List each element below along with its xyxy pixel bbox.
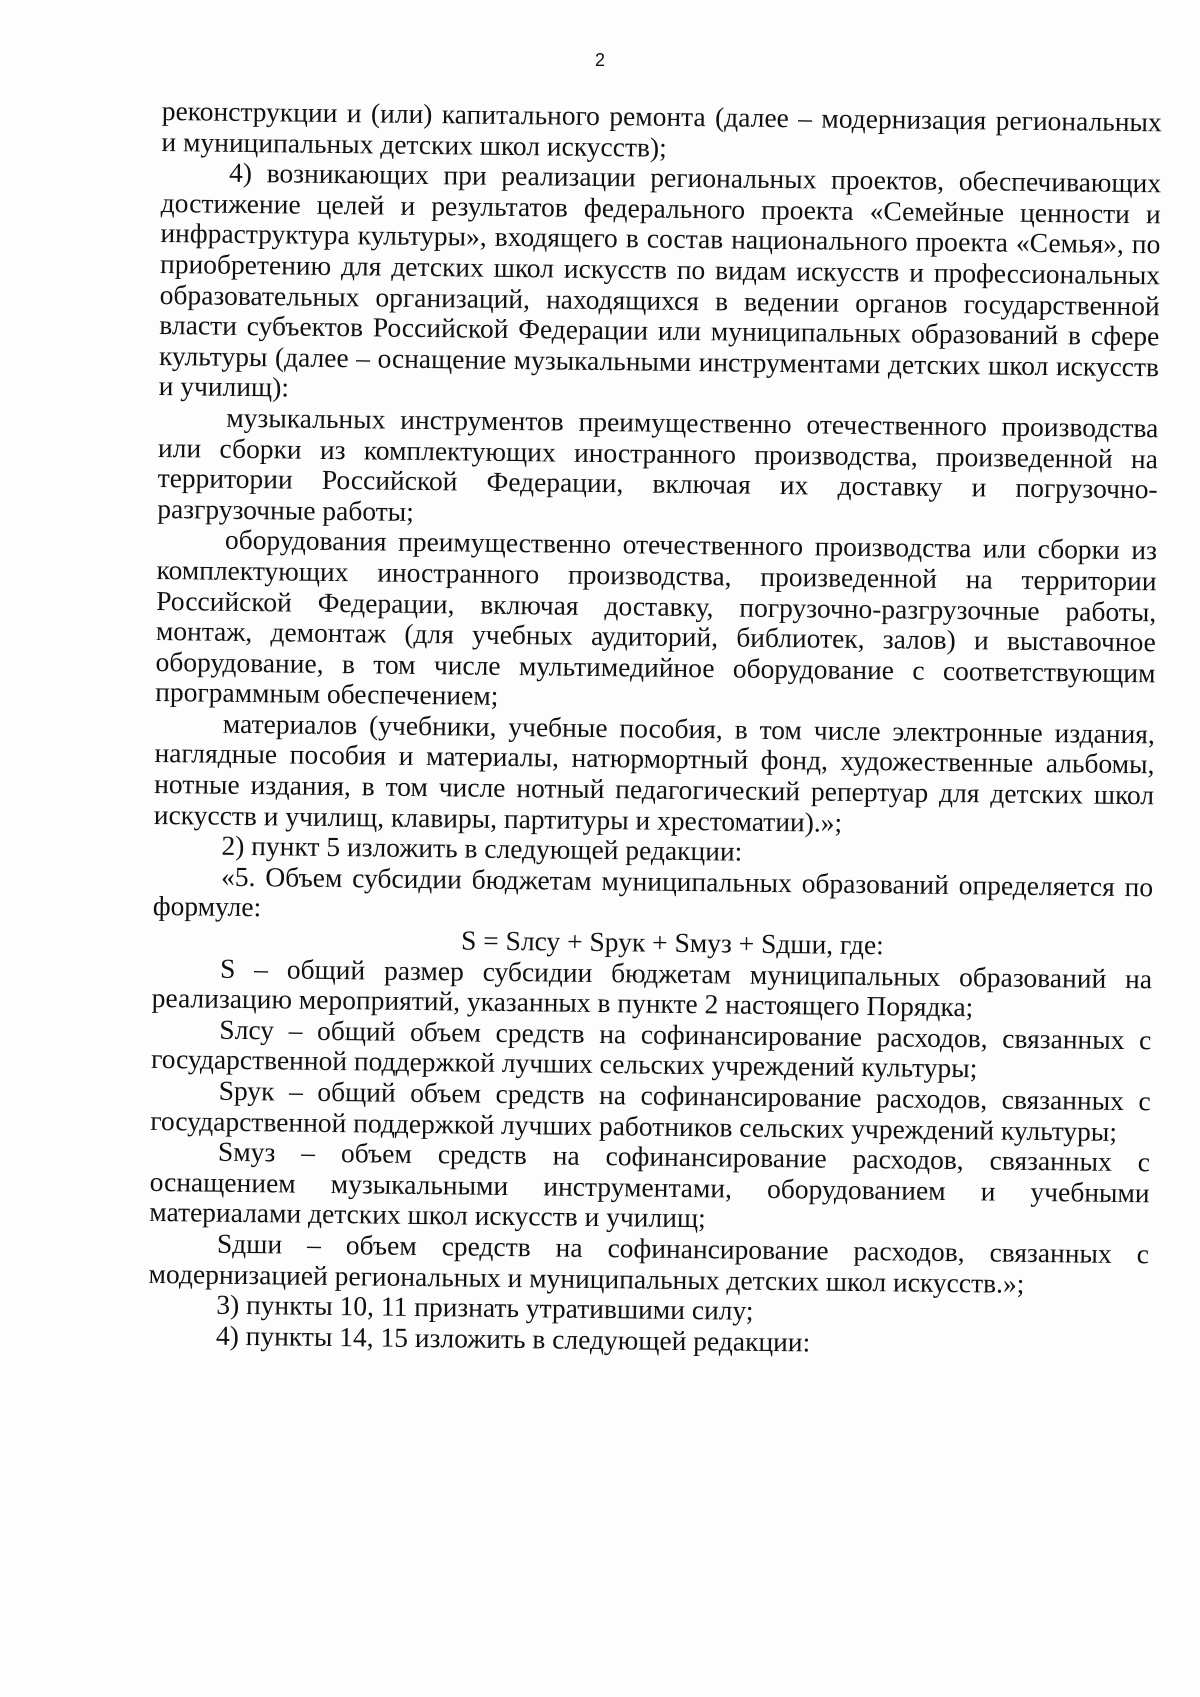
paragraph-point-5: «5. Объем субсидии бюджетам муниципальных образований определяется по формуле: [152, 860, 1154, 923]
paragraph-equipment: оборудования преимущественно отечественного производства или сборки из комплектующих иностранного производства, произведенной на территории Российской Федерации, включая доставку, погрузочно-разгрузочные работы, монтаж, демонтаж (для учебных аудиторий, библиотек, залов) и выставочное оборудование, в том числе мультимедийное оборудование с соответствующим программным обеспечением; [155, 524, 1158, 712]
paragraph-musical-instruments: музыкальных инструментов преимущественно отечественного производства или сборки из комплектующих иностранного производства, произведенной на территории Российской Федерации, включая их доставку и погрузочно-разгрузочные работы; [157, 401, 1159, 527]
paragraph-amendment-3: 3) пункты 10, 11 признать утратившими силу; [216, 1288, 754, 1326]
paragraph-item-4: 4) возникающих при реализации региональных проектов, обеспечивающих достижение целей и результатов федерального проекта «Семейные ценности и инфраструктура культуры», входящего в состав национального проекта «Семья», по приобретению для детских школ искусств по видам искусств и профессиональных образовательных организаций, находящихся в ведении органов государственной власти субъектов Российской Федерации или муниципальных образований в сфере культуры (далее – оснащение музыкальными инструментами детских школ искусств и училищ): [158, 156, 1162, 403]
definition-s-lsu: Sлсу – общий объем средств на софинансирование расходов, связанных с государственной поддержкой лучших сельских учреждений культуры; [150, 1013, 1152, 1084]
paragraph-amendment-4: 4) пункты 14, 15 изложить в следующей редакции: [215, 1319, 811, 1358]
paragraph-materials: материалов (учебники, учебные пособия, в том числе электронные издания, наглядные пособия и материалы, натюрмортный фонд, художественные альбомы, нотные издания, в том числе нотный педагогический репертуар для детских школ искусств и училищ, клавиры, партитуры и хрестоматии).»; [153, 707, 1156, 838]
definition-s: S – общий размер субсидии бюджетам муниципальных образований на реализацию мероприятий, указанных в пункте 2 настоящего Порядка; [151, 952, 1153, 1023]
definition-s-ruk: Sрук – общий объем средств на софинансирование расходов, связанных с государственной поддержкой лучших работников сельских учреждений культуры; [150, 1074, 1151, 1147]
paragraph-continuation: реконструкции и (или) капитального ремонта (далее – модернизация региональных и муниципальных детских школ искусств); [161, 95, 1162, 163]
page-number: 2 [594, 50, 605, 70]
definition-s-muz: Sмуз – объем средств на софинансирование расходов, связанных с оснащением музыкальными инструментами, оборудованием и учебными материалами детских школ искусств и училищ; [149, 1135, 1151, 1234]
definition-s-dshi: Sдши – объем средств на софинансирование расходов, связанных с модернизацией региональных и муниципальных детских школ искусств.»; [148, 1227, 1150, 1299]
paragraph-amendment-2: 2) пункт 5 изложить в следующей редакции: [221, 829, 743, 867]
document-body [148, 96, 1162, 1362]
subsidy-formula: S = Sлсу + Sрук + Sмуз + Sдши, где: [460, 924, 884, 961]
